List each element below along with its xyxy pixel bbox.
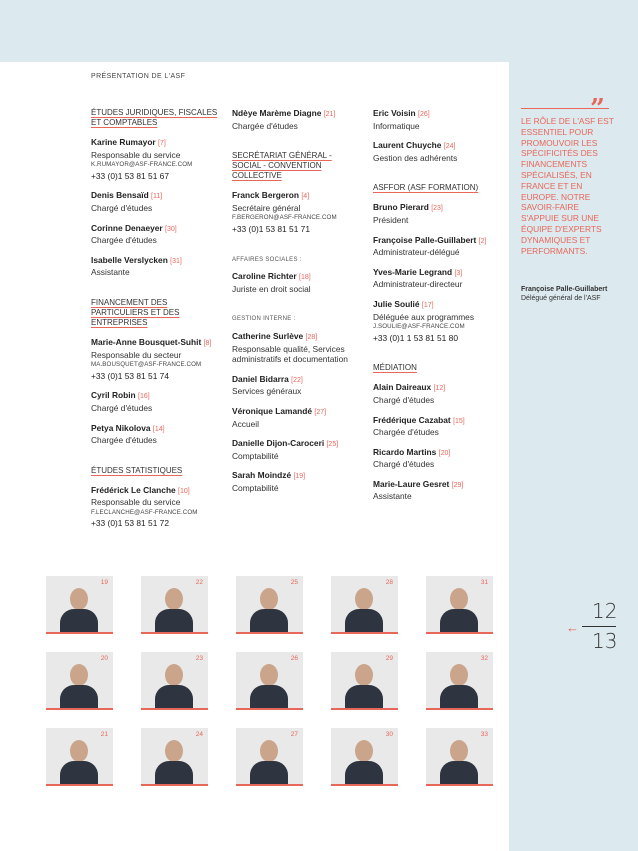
portrait-head [165, 588, 183, 610]
staff-entry [232, 470, 360, 493]
staff-role: Chargée d'études [232, 120, 298, 131]
photo-ref: [23] [431, 205, 443, 213]
photo-ref: [24] [443, 143, 456, 151]
photo-number: 23 [195, 655, 203, 662]
section-title: MÉDIATION [373, 363, 417, 373]
portrait-head [355, 664, 373, 686]
staff-name: Yves-Marie Legrand [373, 266, 453, 277]
staff-role: Chargée d'études [91, 435, 157, 446]
staff-email[interactable]: K.RUMAYOR@ASF-FRANCE.COM [91, 161, 193, 169]
portrait-head [355, 588, 373, 610]
photo-ref: [2] [478, 237, 487, 245]
staff-role: Assistante [91, 267, 130, 278]
quote-author [521, 285, 631, 303]
portrait-body [60, 609, 98, 633]
photo-accent-bar [426, 784, 493, 786]
staff-role: Assistante [373, 491, 412, 502]
portrait-body [155, 609, 193, 633]
staff-role: Chargé d'études [91, 202, 153, 213]
staff-role: Président [373, 214, 409, 225]
column-2 [232, 108, 360, 513]
staff-photo [426, 576, 493, 634]
quote-mark-icon: ” [590, 94, 605, 124]
staff-name: Isabelle Verslycken [91, 254, 168, 265]
staff-photo [141, 652, 208, 710]
pull-quote: LE RÔLE DE L'ASF EST ESSENTIEL POUR PROMOUVOIR LES SPÉCIFICITÉS DES FINANCEMENTS SPÉCIALISÉS, EN FRANCE ET EN EUROPE. NOTRE SAVOIR-FAIRE S'APPUIE SUR UNE ÉQUIPE D'EXPERTS DYNAMIQUES ET PERFORMANTS. [521, 116, 614, 256]
photo-ref: [19] [293, 473, 306, 481]
staff-role: Secrétaire général [232, 202, 301, 213]
staff-email[interactable]: F.BERGERON@ASF-FRANCE.COM [232, 214, 337, 222]
section-title: ÉTUDES JURIDIQUES, FISCALES ET COMPTABLES [91, 108, 218, 127]
photo-ref: [12] [433, 385, 446, 393]
section [91, 108, 219, 278]
section-title: ASFFOR (ASF FORMATION) [373, 183, 479, 193]
staff-photo [46, 728, 113, 786]
staff-role: Administrateur-délégué [373, 247, 460, 258]
photo-accent-bar [331, 632, 398, 634]
staff-entry [232, 438, 360, 461]
staff-name: Catherine Surlève [232, 330, 304, 341]
staff-name: Marie-Anne Bousquet-Suhit [91, 336, 202, 347]
column-1 [91, 108, 219, 549]
staff-role: Déléguée aux programmes [373, 311, 475, 322]
staff-name: Franck Bergeron [232, 190, 300, 201]
staff-entry [232, 271, 360, 294]
column-3 [373, 108, 505, 522]
photo-ref: [16] [138, 393, 150, 401]
portrait-body [440, 609, 478, 633]
photo-accent-bar [141, 708, 208, 710]
photo-accent-bar [141, 632, 208, 634]
staff-name: Françoise Palle-Guillabert [373, 234, 477, 245]
quote-author-name: Françoise Palle-Guillabert [521, 286, 608, 293]
photo-accent-bar [331, 708, 398, 710]
photo-number: 28 [385, 579, 393, 586]
portrait-head [260, 740, 278, 762]
staff-entry [373, 415, 505, 438]
portrait-body [60, 685, 98, 709]
portrait-head [70, 740, 88, 762]
photo-ref: [31] [170, 257, 182, 265]
section [91, 298, 219, 446]
portrait-head [450, 588, 468, 610]
photo-accent-bar [141, 784, 208, 786]
staff-role: Accueil [232, 418, 259, 429]
staff-photo [426, 652, 493, 710]
section-subtitle: GESTION INTERNE : [232, 316, 296, 323]
staff-name: Bruno Pierard [373, 202, 429, 213]
photo-ref: [18] [299, 274, 311, 282]
photo-ref: [25] [326, 441, 339, 449]
staff-entry [373, 479, 505, 502]
section [232, 314, 360, 493]
staff-photo [141, 728, 208, 786]
staff-phone: +33 (0)1 53 81 51 74 [91, 370, 169, 381]
staff-entry [91, 190, 219, 213]
photo-ref: [27] [314, 408, 327, 416]
staff-name: Véronique Lamandé [232, 405, 313, 416]
photo-ref: [8] [203, 339, 212, 347]
staff-role: Chargé d'études [373, 459, 435, 470]
quote-author-title: Délégué général de l'ASF [521, 295, 601, 302]
staff-name: Eric Voisin [373, 108, 416, 118]
photo-ref: [14] [152, 425, 165, 433]
photo-number: 20 [100, 655, 108, 662]
photo-ref: [3] [454, 269, 463, 277]
portrait-body [155, 685, 193, 709]
portrait-head [165, 664, 183, 686]
photo-accent-bar [236, 784, 303, 786]
staff-role: Responsable du secteur [91, 349, 182, 360]
section [373, 183, 505, 343]
portrait-head [260, 664, 278, 686]
portrait-body [250, 761, 288, 785]
staff-entry [373, 140, 505, 163]
photo-ref: [11] [151, 193, 163, 201]
staff-name: Ricardo Martins [373, 446, 437, 457]
photo-number: 24 [195, 731, 203, 738]
staff-name: Corinne Denaeyer [91, 222, 163, 233]
staff-phone: +33 (0)1 53 81 51 71 [232, 223, 310, 234]
staff-role: Comptabilité [232, 482, 279, 493]
photo-number: 25 [290, 579, 298, 586]
photo-number: 31 [480, 579, 488, 586]
staff-role: Responsable du service [91, 497, 181, 508]
staff-entry [373, 108, 505, 131]
page-number-left: 12 [592, 599, 618, 623]
photo-ref: [30] [165, 225, 177, 233]
staff-phone: +33 (0)1 53 81 51 67 [91, 170, 169, 181]
staff-phone: +33 (0)1 1 53 81 51 80 [373, 332, 458, 343]
portrait-body [60, 761, 98, 785]
photo-ref: [20] [438, 449, 451, 457]
staff-email[interactable]: MA.BOUSQUET@ASF-FRANCE.COM [91, 361, 202, 369]
section [232, 108, 360, 131]
portrait-body [250, 609, 288, 633]
staff-photo [236, 652, 303, 710]
staff-role: Responsable qualité, Services administratifs et documentation [232, 343, 348, 365]
staff-entry [373, 202, 505, 225]
staff-role: Responsable du service [91, 149, 181, 160]
staff-entry [91, 255, 219, 278]
photo-ref: [26] [418, 111, 430, 118]
staff-name: Daniel Bidarra [232, 373, 289, 384]
staff-name: Frédérick Le Clanche [91, 484, 176, 495]
staff-entry [91, 485, 219, 529]
page-divider [582, 626, 616, 627]
staff-photo [141, 576, 208, 634]
photo-ref: [4] [301, 193, 310, 201]
section [91, 466, 219, 529]
photo-ref: [15] [453, 417, 465, 425]
staff-entry [232, 374, 360, 397]
section [373, 363, 505, 502]
staff-entry [91, 423, 219, 446]
staff-photo [331, 576, 398, 634]
portrait-body [250, 685, 288, 709]
staff-entry [373, 235, 505, 258]
photo-accent-bar [236, 708, 303, 710]
staff-entry [91, 390, 219, 413]
staff-name: Ndèye Marème Diagne [232, 108, 322, 118]
staff-role: Informatique [373, 120, 420, 131]
staff-role: Comptabilité [232, 450, 279, 461]
staff-role: Juriste en droit social [232, 283, 311, 294]
top-band [0, 0, 638, 62]
photo-accent-bar [426, 708, 493, 710]
photo-ref: [21] [323, 111, 336, 118]
arrow-left-icon: ← [566, 620, 579, 635]
staff-photo [331, 728, 398, 786]
photo-accent-bar [236, 632, 303, 634]
section [232, 255, 360, 295]
staff-photo [331, 652, 398, 710]
staff-photo [46, 576, 113, 634]
photo-ref: [17] [421, 301, 434, 309]
staff-entry [373, 382, 505, 405]
section [232, 151, 360, 234]
portrait-head [165, 740, 183, 762]
photo-ref: [28] [305, 333, 318, 341]
staff-name: Karine Rumayor [91, 137, 156, 147]
staff-photo [46, 652, 113, 710]
staff-role: Chargé d'études [91, 402, 153, 413]
staff-email[interactable]: J.SOULIE@ASF-FRANCE.COM [373, 323, 465, 331]
portrait-body [345, 761, 383, 785]
staff-name: Laurent Chuyche [373, 140, 442, 151]
portrait-head [355, 740, 373, 762]
photo-number: 26 [290, 655, 298, 662]
staff-name: Sarah Moindzé [232, 470, 292, 481]
staff-photo [426, 728, 493, 786]
photo-number: 22 [195, 579, 203, 586]
staff-name: Cyril Robin [91, 390, 136, 401]
staff-role: Chargé d'études [373, 394, 435, 405]
section-title: ÉTUDES STATISTIQUES [91, 465, 183, 475]
section-subtitle: AFFAIRES SOCIALES : [232, 256, 302, 263]
staff-entry [91, 137, 219, 181]
page-number-right: 13 [592, 629, 618, 653]
staff-photo [236, 728, 303, 786]
staff-entry [91, 223, 219, 246]
photo-accent-bar [46, 632, 113, 634]
photo-accent-bar [46, 708, 113, 710]
staff-role: Administrateur-directeur [373, 279, 463, 290]
photo-number: 30 [385, 731, 393, 738]
portrait-body [345, 609, 383, 633]
staff-phone: +33 (0)1 53 81 51 72 [91, 518, 169, 529]
portrait-body [345, 685, 383, 709]
portrait-body [155, 761, 193, 785]
staff-entry [232, 406, 360, 429]
photo-ref: [7] [158, 140, 166, 147]
staff-role: Chargée d'études [91, 235, 157, 246]
staff-role: Chargée d'études [373, 427, 439, 438]
photo-accent-bar [331, 784, 398, 786]
staff-name: Frédérique Cazabat [373, 414, 451, 425]
staff-email[interactable]: F.LECLANCHE@ASF-FRANCE.COM [91, 508, 198, 516]
photo-accent-bar [46, 784, 113, 786]
photo-number: 19 [100, 579, 108, 586]
staff-entry [232, 190, 360, 234]
portrait-head [70, 664, 88, 686]
photo-number: 33 [480, 731, 488, 738]
staff-name: Danielle Dijon-Caroceri [232, 438, 325, 449]
staff-name: Alain Daireaux [373, 382, 432, 393]
photo-ref: [22] [291, 376, 303, 384]
photo-number: 21 [100, 731, 108, 738]
staff-role: Gestion des adhérents [373, 152, 458, 163]
section [373, 108, 505, 163]
photo-ref: [29] [451, 481, 464, 489]
portrait-body [440, 761, 478, 785]
staff-name: Julie Soulié [373, 298, 420, 309]
staff-entry [373, 267, 505, 290]
portrait-head [450, 740, 468, 762]
page-header: PRÉSENTATION DE L'ASF [91, 73, 186, 80]
staff-name: Petya Nikolova [91, 422, 151, 433]
photo-ref: [10] [178, 487, 190, 495]
portrait-head [70, 588, 88, 610]
staff-name: Marie-Laure Gesret [373, 478, 450, 489]
staff-entry [232, 331, 360, 365]
photo-number: 29 [385, 655, 393, 662]
staff-name: Caroline Richter [232, 271, 297, 282]
section-title: SECRÉTARIAT GÉNÉRAL - SOCIAL - CONVENTION COLLECTIVE [232, 151, 332, 181]
staff-name: Denis Bensaïd [91, 190, 149, 201]
staff-entry [232, 108, 360, 131]
photo-accent-bar [426, 632, 493, 634]
staff-entry [373, 447, 505, 470]
section-title: FINANCEMENT DES PARTICULIERS ET DES ENTREPRISES [91, 297, 180, 327]
staff-photo [236, 576, 303, 634]
staff-entry [373, 299, 505, 343]
portrait-head [450, 664, 468, 686]
portrait-head [260, 588, 278, 610]
portrait-body [440, 685, 478, 709]
photo-number: 27 [290, 731, 298, 738]
staff-entry [91, 337, 219, 381]
photo-number: 32 [480, 655, 488, 662]
staff-role: Services généraux [232, 386, 302, 397]
